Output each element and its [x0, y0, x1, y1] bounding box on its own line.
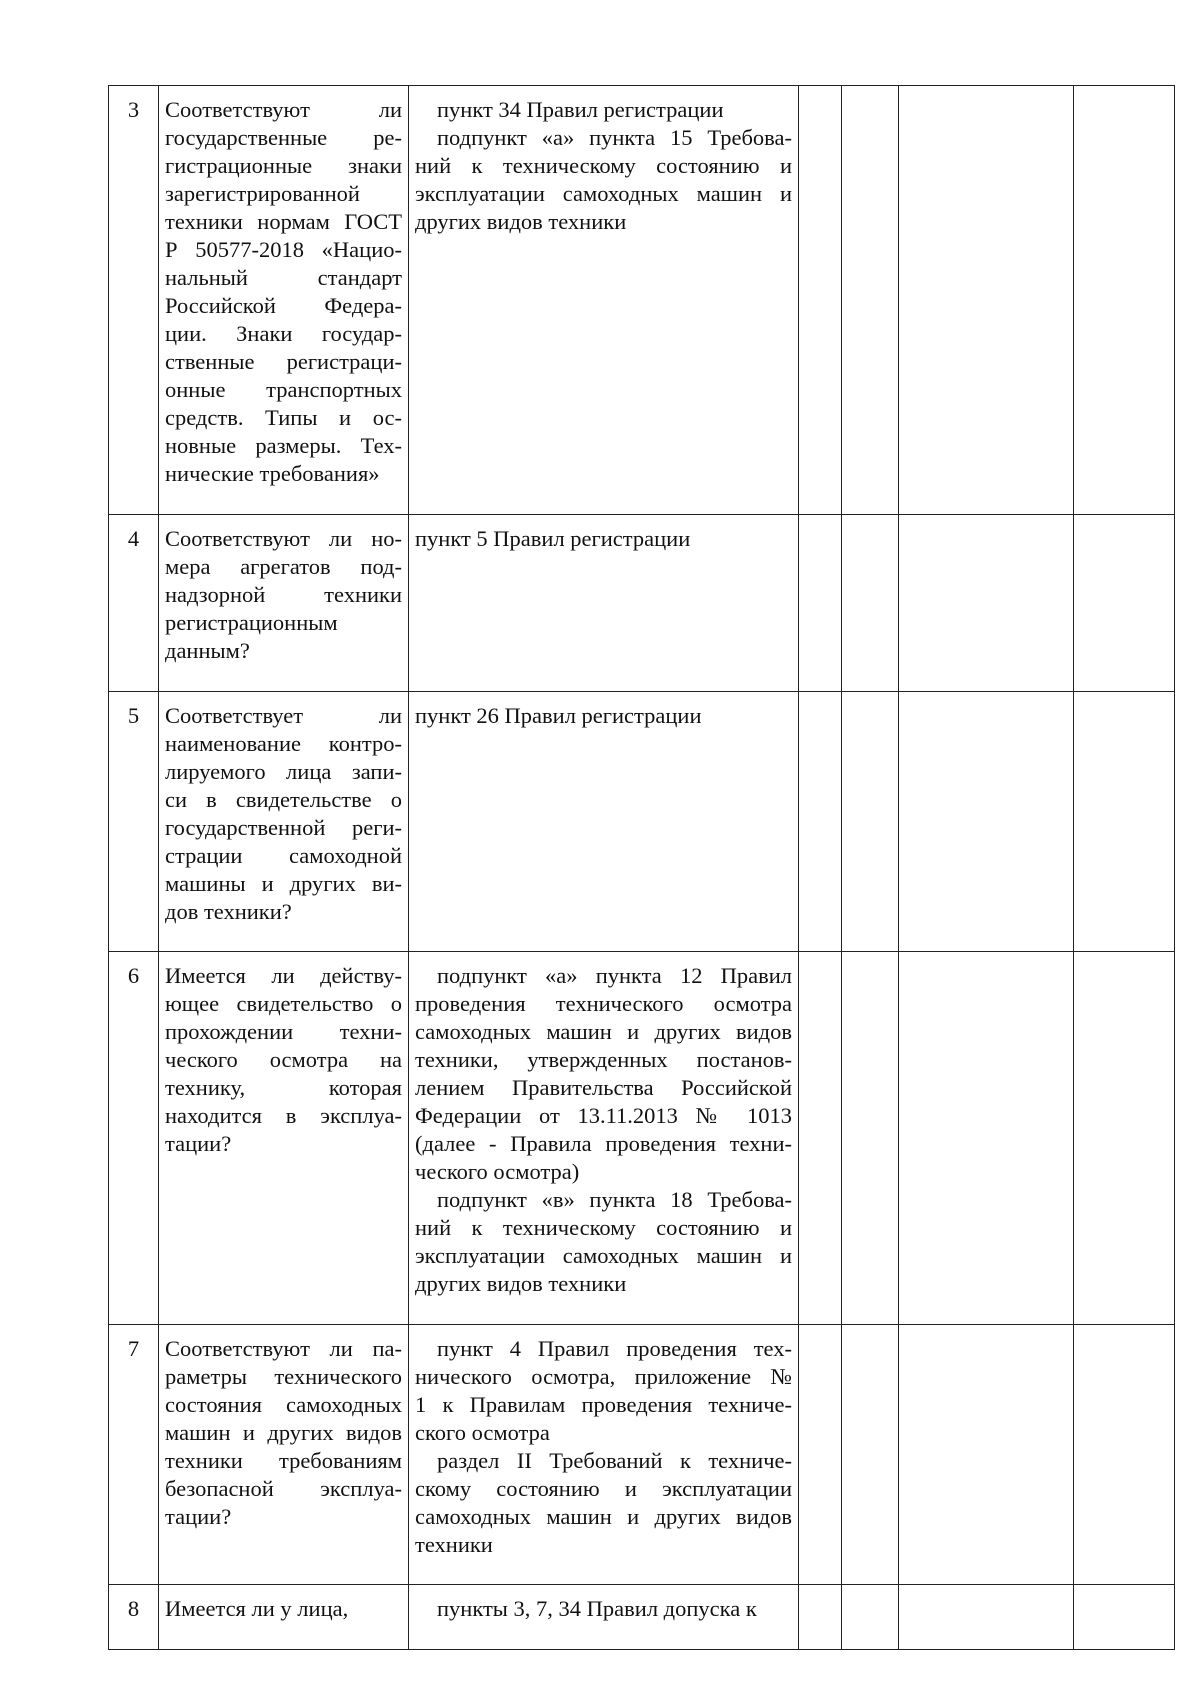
legal-reference-line: других видов техники	[415, 209, 627, 234]
legal-reference-line: нического осмотра, приложение №	[415, 1364, 792, 1389]
answer-no-cell[interactable]	[842, 1585, 899, 1650]
legal-reference-line: подпункт «а» пункта 15 Требова-	[437, 125, 792, 150]
question-line: Российской Федера-	[165, 293, 402, 318]
legal-reference-paragraph	[415, 525, 792, 553]
legal-reference-paragraph	[415, 702, 792, 730]
legal-reference-line: проведения технического осмотра	[415, 991, 792, 1016]
question-line: ции. Знаки государ-	[165, 321, 402, 346]
legal-reference-paragraph	[415, 1335, 792, 1447]
question-cell	[159, 86, 409, 515]
checklist-table	[108, 85, 1175, 1650]
question-text	[165, 1335, 402, 1531]
answer-no-cell[interactable]	[842, 952, 899, 1325]
legal-reference-line: скому состоянию и эксплуатации	[415, 1476, 792, 1501]
legal-reference-line: эксплуатации самоходных машин и	[415, 1243, 792, 1268]
legal-reference-cell	[409, 515, 799, 692]
legal-reference-paragraph	[415, 124, 792, 236]
answer-not-applicable-cell[interactable]	[899, 1325, 1074, 1585]
note-cell[interactable]	[1074, 515, 1175, 692]
question-line: ственные регистраци-	[165, 349, 402, 374]
answer-not-applicable-cell[interactable]	[899, 952, 1074, 1325]
legal-reference-paragraph	[415, 1595, 792, 1623]
legal-reference-line: лением Правительства Российской	[415, 1075, 792, 1100]
question-line: техники требованиям	[165, 1448, 402, 1473]
answer-yes-cell[interactable]	[799, 692, 842, 952]
question-line: безопасной эксплуа-	[165, 1476, 402, 1501]
question-cell	[159, 692, 409, 952]
question-text	[165, 96, 402, 488]
question-text	[165, 702, 402, 926]
legal-reference-line: ского осмотра	[415, 1420, 550, 1445]
question-line: мера агрегатов под-	[165, 554, 402, 579]
note-cell[interactable]	[1074, 86, 1175, 515]
question-line: ющее свидетельство о	[165, 991, 402, 1016]
checklist-table-body	[109, 86, 1175, 1650]
question-line: лируемого лица запи-	[165, 759, 402, 784]
table-row	[109, 692, 1175, 952]
question-cell	[159, 952, 409, 1325]
question-line: государственной реги-	[165, 815, 402, 840]
note-cell[interactable]	[1074, 1325, 1175, 1585]
legal-reference-paragraph	[415, 962, 792, 1186]
row-number-cell: 7	[109, 1325, 159, 1585]
answer-no-cell[interactable]	[842, 1325, 899, 1585]
table-row	[109, 1585, 1175, 1650]
legal-reference-line: эксплуатации самоходных машин и	[415, 181, 792, 206]
table-row	[109, 515, 1175, 692]
legal-reference-line: ний к техническому состоянию и	[415, 153, 792, 178]
question-line: Имеется ли действу-	[165, 963, 402, 988]
answer-not-applicable-cell[interactable]	[899, 515, 1074, 692]
question-line: новные размеры. Тех-	[165, 433, 402, 458]
question-line: техники нормам ГОСТ	[165, 209, 402, 234]
answer-not-applicable-cell[interactable]	[899, 1585, 1074, 1650]
row-number-cell: 5	[109, 692, 159, 952]
question-text	[165, 1595, 402, 1623]
answer-not-applicable-cell[interactable]	[899, 692, 1074, 952]
answer-not-applicable-cell[interactable]	[899, 86, 1074, 515]
question-line: средств. Типы и ос-	[165, 405, 402, 430]
answer-yes-cell[interactable]	[799, 1325, 842, 1585]
legal-reference-paragraph	[415, 96, 792, 124]
row-number-cell: 3	[109, 86, 159, 515]
question-line: регистрационным	[165, 610, 338, 635]
question-cell	[159, 1325, 409, 1585]
question-line: нальный стандарт	[165, 265, 402, 290]
question-text	[165, 962, 402, 1158]
note-cell[interactable]	[1074, 692, 1175, 952]
answer-no-cell[interactable]	[842, 515, 899, 692]
question-line: прохождении техни-	[165, 1019, 402, 1044]
question-line: данным?	[165, 638, 250, 663]
answer-no-cell[interactable]	[842, 692, 899, 952]
question-cell	[159, 515, 409, 692]
question-line: дов техники?	[165, 899, 292, 924]
question-line: наименование контро-	[165, 731, 402, 756]
question-line: государственные ре-	[165, 125, 402, 150]
answer-yes-cell[interactable]	[799, 515, 842, 692]
question-line: гистрационные знаки	[165, 153, 402, 178]
legal-reference-paragraph	[415, 1447, 792, 1559]
legal-reference-line: самоходных машин и других видов	[415, 1504, 792, 1529]
legal-reference-cell	[409, 1585, 799, 1650]
question-line: раметры технического	[165, 1364, 402, 1389]
legal-reference-line: пункт 4 Правил проведения тех-	[437, 1336, 792, 1361]
legal-reference-line: техники, утвержденных постанов-	[415, 1047, 792, 1072]
note-cell[interactable]	[1074, 1585, 1175, 1650]
legal-reference-line: техники	[415, 1532, 493, 1557]
legal-reference-line: пункт 5 Правил регистрации	[415, 526, 691, 551]
legal-reference-line: ческого осмотра)	[415, 1159, 580, 1184]
question-line: Соответствуют ли па-	[165, 1336, 402, 1361]
question-line: ческого осмотра на	[165, 1047, 402, 1072]
legal-reference-line: подпункт «а» пункта 12 Правил	[437, 963, 792, 988]
question-line: Соответствуют ли	[165, 97, 402, 122]
question-line: тации?	[165, 1504, 232, 1529]
legal-reference-cell	[409, 952, 799, 1325]
legal-reference-line: пункт 34 Правил регистрации	[437, 97, 724, 122]
question-line: Соответствуют ли но-	[165, 526, 402, 551]
question-line: надзорной техники	[165, 582, 402, 607]
question-line: онные транспортных	[165, 377, 402, 402]
answer-yes-cell[interactable]	[799, 952, 842, 1325]
legal-reference-line: пункты 3, 7, 34 Правил допуска к	[437, 1596, 757, 1621]
legal-reference-paragraph	[415, 1186, 792, 1298]
question-line: тации?	[165, 1131, 232, 1156]
question-line: си в свидетельстве о	[165, 787, 402, 812]
legal-reference-cell	[409, 692, 799, 952]
note-cell[interactable]	[1074, 952, 1175, 1325]
question-line: нические требования»	[165, 461, 380, 486]
legal-reference-line: пункт 26 Правил регистрации	[415, 703, 702, 728]
legal-reference-cell	[409, 86, 799, 515]
question-text	[165, 525, 402, 665]
table-row	[109, 952, 1175, 1325]
legal-reference-line: других видов техники	[415, 1271, 627, 1296]
answer-no-cell[interactable]	[842, 86, 899, 515]
question-line: Р 50577-2018 «Нацио-	[165, 237, 402, 262]
table-row	[109, 1325, 1175, 1585]
row-number-cell: 8	[109, 1585, 159, 1650]
answer-yes-cell[interactable]	[799, 1585, 842, 1650]
question-line: страции самоходной	[165, 843, 402, 868]
row-number-cell: 4	[109, 515, 159, 692]
question-line: машин и других видов	[165, 1420, 402, 1445]
legal-reference-line: Федерации от 13.11.2013 № 1013	[415, 1103, 792, 1128]
row-number-cell: 6	[109, 952, 159, 1325]
question-line: зарегистрированной	[165, 181, 360, 206]
answer-yes-cell[interactable]	[799, 86, 842, 515]
legal-reference-cell	[409, 1325, 799, 1585]
legal-reference-line: самоходных машин и других видов	[415, 1019, 792, 1044]
question-line: находится в эксплуа-	[165, 1103, 402, 1128]
question-line: технику, которая	[165, 1075, 402, 1100]
legal-reference-line: (далее - Правила проведения техни-	[415, 1131, 792, 1156]
legal-reference-line: раздел II Требований к техниче-	[437, 1448, 792, 1473]
question-line: Соответствует ли	[165, 703, 402, 728]
legal-reference-line: 1 к Правилам проведения техниче-	[415, 1392, 792, 1417]
question-line: Имеется ли у лица,	[165, 1596, 349, 1621]
table-row	[109, 86, 1175, 515]
question-line: машины и других ви-	[165, 871, 402, 896]
question-cell	[159, 1585, 409, 1650]
legal-reference-line: подпункт «в» пункта 18 Требова-	[437, 1187, 792, 1212]
question-line: состояния самоходных	[165, 1392, 402, 1417]
legal-reference-line: ний к техническому состоянию и	[415, 1215, 792, 1240]
